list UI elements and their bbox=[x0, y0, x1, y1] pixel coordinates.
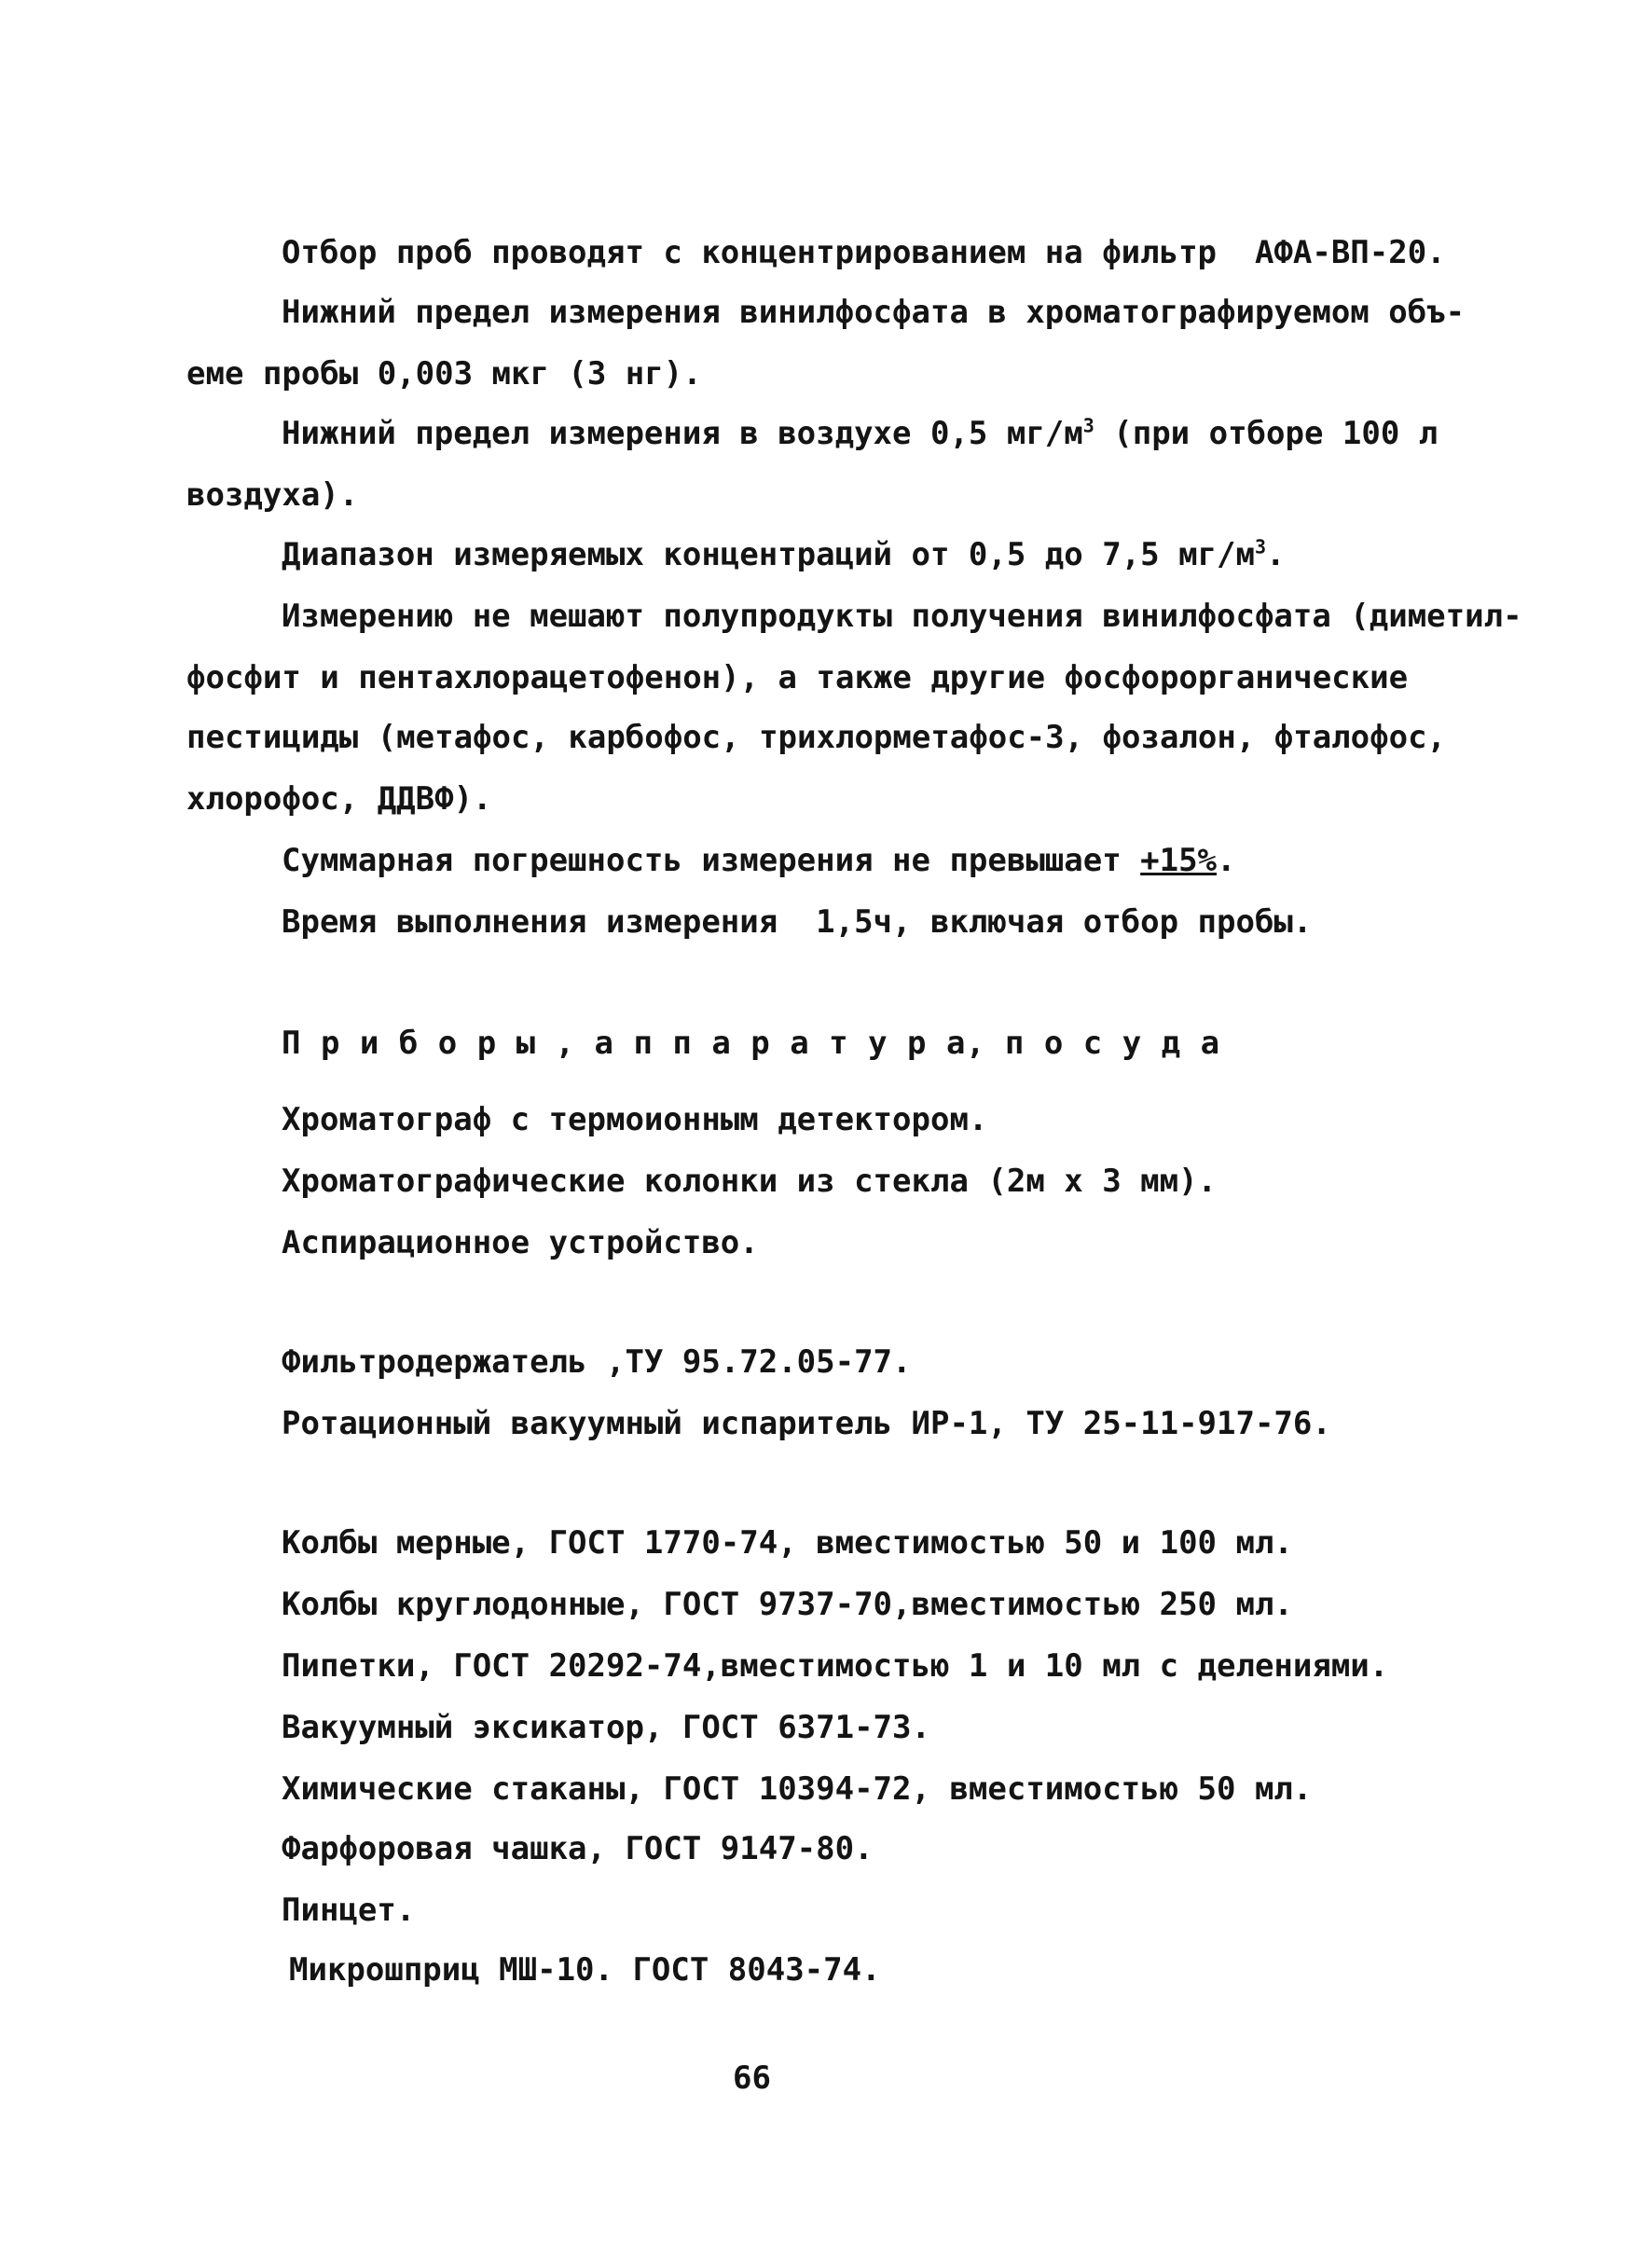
underlined-value: +15% bbox=[1140, 842, 1218, 879]
text-fragment: Нижний предел измерения в воздухе 0,5 мг/м bbox=[282, 415, 1083, 452]
text-fragment: Суммарная погрешность измерения не превышает bbox=[282, 842, 1141, 879]
list-item: Вакуумный эксикатор, ГОСТ 6371-73. bbox=[282, 1709, 930, 1746]
text-fragment: . bbox=[1217, 842, 1236, 879]
text-fragment: (при отборе 100 л bbox=[1094, 415, 1439, 452]
superscript: 3 bbox=[1254, 535, 1267, 558]
text-line: Измерению не мешают полупродукты получения винилфосфата (диметил- bbox=[282, 598, 1522, 635]
text-line: Отбор проб проводят с концентрированием на фильтр АФА-ВП-20. bbox=[282, 234, 1446, 271]
text-line: воздуха). bbox=[186, 476, 359, 514]
list-item: Фарфоровая чашка, ГОСТ 9147-80. bbox=[282, 1830, 874, 1867]
text-line bbox=[282, 842, 1236, 879]
text-line bbox=[282, 535, 1286, 573]
list-item: Фильтродержатель ,ТУ 95.72.05-77. bbox=[282, 1343, 912, 1381]
list-item: Хроматограф с термоионным детектором. bbox=[282, 1101, 988, 1138]
text-fragment: . bbox=[1266, 536, 1286, 573]
list-item: Колбы круглодонные, ГОСТ 9737-70,вместимостью 250 мл. bbox=[282, 1586, 1293, 1623]
list-item: Пипетки, ГОСТ 20292-74,вместимостью 1 и 10 мл с делениями. bbox=[282, 1647, 1389, 1685]
text-line: еме пробы 0,003 мкг (3 нг). bbox=[186, 355, 702, 392]
list-item: Пинцет. bbox=[282, 1892, 416, 1929]
text-line: Время выполнения измерения 1,5ч, включая отбор пробы. bbox=[282, 903, 1313, 941]
text-fragment: Диапазон измеряемых концентраций от 0,5 до 7,5 мг/м bbox=[282, 536, 1255, 573]
list-item: Микрошприц МШ-10. ГОСТ 8043-74. bbox=[289, 1951, 881, 1989]
list-item: Аспирационное устройство. bbox=[282, 1224, 759, 1261]
text-line: хлорофос, ДДВФ). bbox=[186, 780, 492, 818]
text-line: пестициды (метафос, карбофос, трихлорметафос-3, фозалон, фталофос, bbox=[186, 719, 1447, 756]
list-item: Химические стаканы, ГОСТ 10394-72, вместимостью 50 мл. bbox=[282, 1770, 1313, 1808]
superscript: 3 bbox=[1082, 414, 1094, 437]
section-heading: П р и б о р ы , а п п а р а т у р а, п о с у д а bbox=[282, 1025, 1220, 1062]
list-item: Ротационный вакуумный испаритель ИР-1, ТУ 25-11-917-76. bbox=[282, 1405, 1331, 1442]
list-item: Хроматографические колонки из стекла (2м х 3 мм). bbox=[282, 1163, 1218, 1200]
list-item: Колбы мерные, ГОСТ 1770-74, вместимостью 50 и 100 мл. bbox=[282, 1524, 1293, 1562]
text-line: фосфит и пентахлорацетофенон), а также другие фосфорорганические bbox=[186, 659, 1409, 696]
text-line bbox=[282, 414, 1439, 452]
text-line: Нижний предел измерения винилфосфата в хроматографируемом объ- bbox=[282, 294, 1466, 331]
page-number: 66 bbox=[733, 2059, 771, 2097]
